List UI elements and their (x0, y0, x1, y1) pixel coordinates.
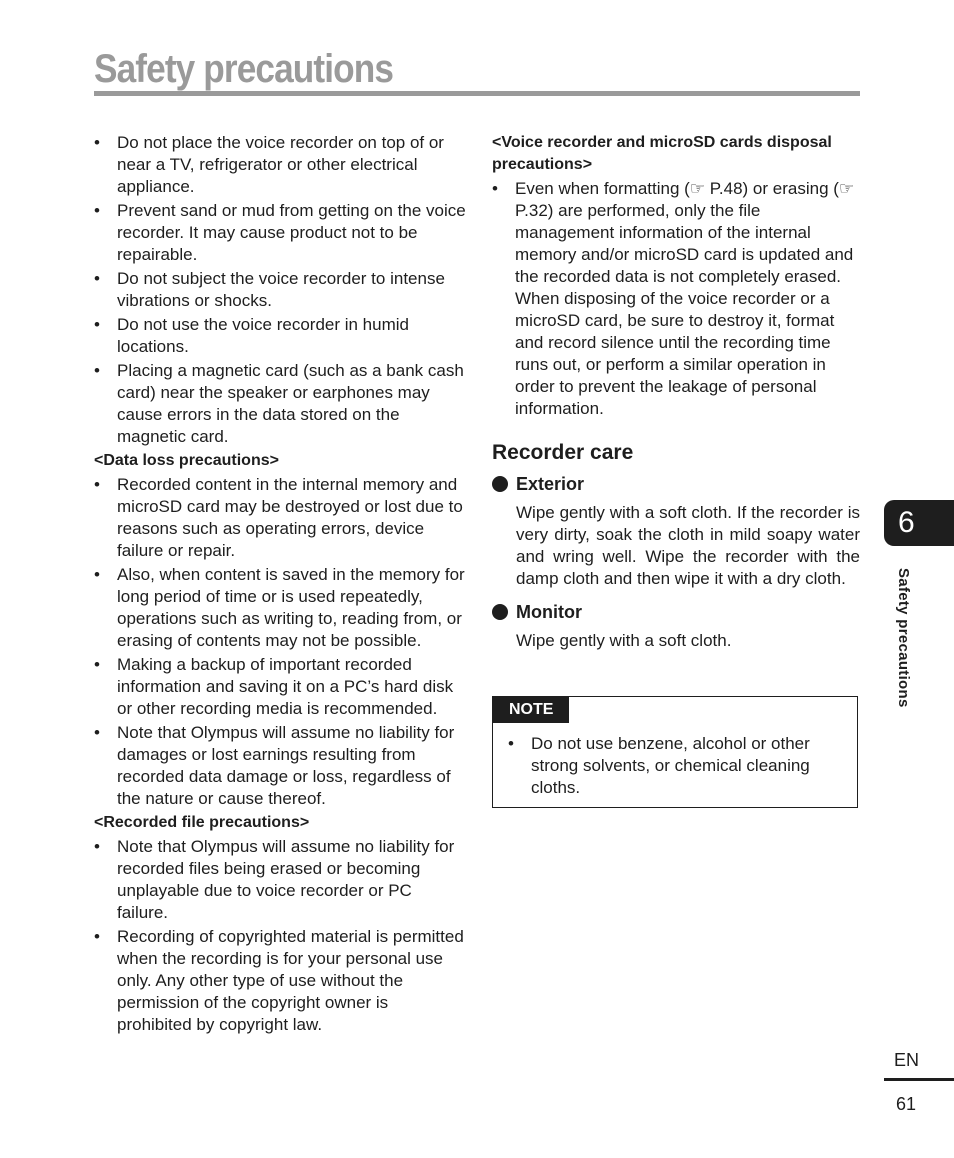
bullet: • (94, 315, 100, 334)
disposal-text-part1: Even when formatting (☞ P.48) or erasing (☞ P.32) are performed, only the file management information of the internal memory and/or microSD card is updated and the recorded data is not completely erased. (515, 179, 855, 286)
list-item: • Recorded content in the internal memory and microSD card may be destroyed or lost due to reasons such as operating errors, device failure or repair. (94, 475, 463, 560)
bullet: • (94, 133, 100, 152)
note-list (508, 733, 848, 801)
list-item: • Note that Olympus will assume no liability for damages or lost earnings resulting from recorded data damage or loss, regardless of the nature or cause thereof. (94, 723, 455, 808)
list-item: • Recording of copyrighted material is permitted when the recording is for your personal use only. Any other type of use without the permission of the copyright owner is prohibited by copyright law. (94, 927, 464, 1034)
title-underline (94, 91, 860, 96)
recorded-file-heading: <Recorded file precautions> (94, 814, 310, 831)
footer-rule (884, 1078, 954, 1081)
data-loss-heading: <Data loss precautions> (94, 452, 279, 469)
disposal-text-part2: When disposing of the voice recorder or a microSD card, be sure to destroy it, format and record silence until the recording time runs out, or perform a similar operation in order to prevent the leakage of personal information. (515, 289, 835, 418)
list-item: • Also, when content is saved in the memory for long period of time or is used repeatedly, operations such as writing to, reading from, or erasing of contents may not be possible. (94, 565, 465, 650)
list-item: • Making a backup of important recorded information and saving it on a PC’s hard disk or other recording media is recommended. (94, 655, 454, 718)
bullet: • (94, 269, 100, 288)
monitor-text: Wipe gently with a soft cloth. (516, 631, 732, 650)
note-label: NOTE (493, 697, 569, 723)
bullet: • (94, 723, 100, 742)
exterior-heading: Exterior (492, 472, 860, 496)
disposal-heading: <Voice recorder and microSD cards disposal precautions> (492, 134, 832, 173)
right-column (492, 132, 860, 808)
list-item: • Placing a magnetic card (such as a bank cash card) near the speaker or earphones may cause errors in the data stored on the magnetic card. (94, 361, 464, 446)
bullet: • (94, 837, 100, 856)
exterior-text: Wipe gently with a soft cloth. If the recorder is very dirty, soak the cloth in mild soapy water and wring well. Wipe the recorder with the damp cloth and then wipe it with a dry cloth. (516, 503, 860, 588)
list-item: • Do not use benzene, alcohol or other strong solvents, or chemical cleaning cloths. (508, 734, 810, 797)
bullet: • (94, 361, 100, 380)
bullet: • (94, 201, 100, 220)
bullet: • (94, 565, 100, 584)
bullet: • (508, 734, 514, 753)
monitor-heading: Monitor (492, 600, 860, 624)
language-label: EN (894, 1050, 920, 1070)
bullet: • (94, 655, 100, 674)
filled-circle-icon (492, 604, 508, 620)
bullet: • (94, 475, 100, 494)
list-item: • Do not place the voice recorder on top of or near a TV, refrigerator or other electrical appliance. (94, 133, 444, 196)
list-item: • Do not use the voice recorder in humid locations. (94, 315, 409, 356)
recorded-file-list (94, 836, 466, 1036)
general-precautions-list (94, 132, 466, 448)
list-item: • Note that Olympus will assume no liability for recorded files being erased or becoming unplayable due to voice recorder or PC failure. (94, 837, 455, 922)
disposal-list (492, 178, 860, 420)
list-item (492, 178, 860, 420)
page-number: 61 (896, 1094, 917, 1114)
list-item: • Prevent sand or mud from getting on the voice recorder. It may cause product not to be repairable. (94, 201, 466, 264)
section-side-label: Safety precautions (895, 568, 912, 708)
note-box (492, 696, 858, 808)
data-loss-list (94, 474, 466, 810)
recorder-care-title: Recorder care (492, 441, 634, 464)
chapter-tab: 6 (884, 500, 954, 546)
bullet: • (94, 927, 100, 946)
page-title: Safety precautions (94, 47, 394, 91)
left-column (94, 132, 466, 1038)
list-item: • Do not subject the voice recorder to intense vibrations or shocks. (94, 269, 445, 310)
filled-circle-icon (492, 476, 508, 492)
bullet: • (492, 179, 498, 198)
